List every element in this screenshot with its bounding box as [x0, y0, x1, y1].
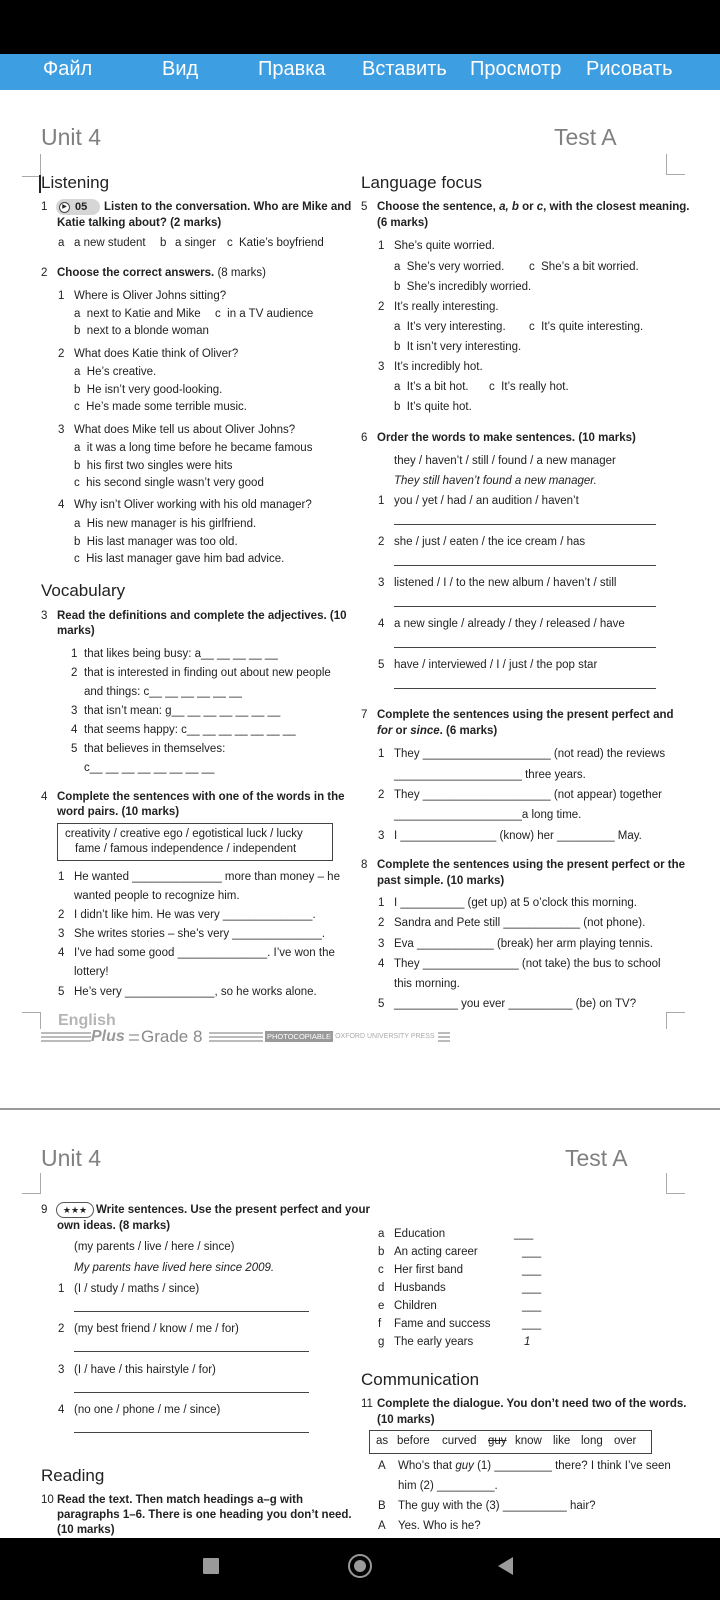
item-number: 2	[58, 909, 65, 921]
audio-badge[interactable]	[56, 199, 100, 215]
option-letter: b	[160, 237, 167, 249]
item-text: wanted people to recognize him.	[74, 890, 240, 902]
item-number: 5	[378, 998, 385, 1010]
option-text: It’s quite interesting.	[541, 321, 644, 333]
item-text: __________ you ever __________ (be) on TV?	[394, 998, 637, 1010]
item-text: He’s very ______________, so he works alone.	[74, 986, 317, 998]
item-number: 5	[378, 659, 385, 671]
crop-mark	[22, 1012, 41, 1029]
speaker-label: A	[378, 1520, 386, 1532]
item-number: 3	[378, 577, 385, 589]
question-text: , with the closest meaning.	[543, 201, 690, 213]
question-text: or	[518, 201, 537, 213]
heading-answer[interactable]: ___	[522, 1318, 542, 1330]
item-number: 3	[378, 830, 385, 842]
menu-review[interactable]: Просмотр	[470, 58, 562, 80]
item-number: 1	[58, 290, 65, 302]
question-text: c	[536, 201, 544, 213]
option-text: next to a blonde woman	[86, 325, 209, 337]
option-text: He isn’t very good-looking.	[86, 384, 223, 396]
word-option: know	[515, 1435, 542, 1447]
speaker-label: B	[378, 1500, 386, 1512]
item-question: It’s really interesting.	[394, 301, 499, 313]
item-text: listened / I / to the new album / haven’t / still	[394, 577, 617, 589]
example-answer: My parents have lived here since 2009.	[74, 1262, 275, 1274]
recent-apps-icon[interactable]	[203, 1558, 219, 1574]
item-number: 1	[378, 495, 385, 507]
item-text: that believes in themselves:	[84, 743, 226, 755]
item-text: and things: c__ __ __ __ __ __	[84, 686, 242, 698]
question-text: Write sentences. Use the present perfect and your	[96, 1204, 370, 1216]
heading-answer[interactable]: ___	[522, 1264, 542, 1276]
item-text: ____________________a long time.	[394, 809, 582, 821]
item-number: 1	[71, 648, 78, 660]
heading-answer[interactable]: 1	[524, 1336, 531, 1348]
option-text: in a TV audience	[227, 308, 314, 320]
item-number: 4	[378, 618, 385, 630]
word-option: before	[397, 1435, 430, 1447]
option-letter: c	[227, 237, 233, 249]
question-text: paragraphs 1–6. There is one heading you don’t need.	[57, 1509, 352, 1521]
section-title-communication: Communication	[361, 1370, 480, 1389]
item-number: 4	[58, 947, 65, 959]
item-number: 1	[378, 897, 385, 909]
option-text: a singer	[175, 237, 216, 249]
item-number: 1	[378, 240, 385, 252]
question-number: 6	[361, 432, 368, 444]
item-text: (no one / phone / me / since)	[74, 1404, 221, 1416]
crop-mark	[666, 154, 685, 175]
heading-text: The early years	[394, 1336, 474, 1348]
heading-answer[interactable]: ___	[522, 1282, 542, 1294]
option-text: Katie’s boyfriend	[239, 237, 324, 249]
item-text: a new single / already / they / released / have	[394, 618, 625, 630]
question-text: or	[392, 725, 411, 737]
option-text: His last manager was too old.	[86, 536, 238, 548]
question-number: 10	[41, 1494, 54, 1506]
question-text: Complete the dialogue. You don’t need two of the words.	[377, 1398, 687, 1410]
heading-text: Fame and success	[394, 1318, 491, 1330]
back-icon[interactable]	[498, 1557, 513, 1575]
brand-plus: Plus	[91, 1028, 125, 1045]
photocopiable-label: PHOTOCOPIABLE	[267, 1032, 332, 1041]
item-text: (I / study / maths / since)	[74, 1283, 200, 1295]
question-number: 7	[361, 709, 368, 721]
heading-letter: b	[378, 1246, 385, 1258]
heading-letter: a	[378, 1228, 385, 1240]
menu-insert[interactable]: Вставить	[362, 58, 447, 80]
item-text: c__ __ __ __ __ __ __ __	[84, 762, 215, 774]
heading-answer[interactable]: ___	[522, 1246, 542, 1258]
option-text: She’s a bit worried.	[541, 261, 639, 273]
answer-line[interactable]	[394, 606, 656, 607]
question-text: own ideas. (8 marks)	[57, 1220, 171, 1232]
item-number: 2	[58, 348, 65, 360]
item-text: ____________________ three years.	[394, 769, 586, 781]
item-question: She’s quite worried.	[394, 240, 495, 252]
question-text: Complete the sentences using the present perfect and	[377, 709, 674, 721]
item-number: 1	[378, 748, 385, 760]
option-letter: a	[58, 237, 65, 249]
question-text: . (6 marks)	[439, 725, 498, 737]
home-icon[interactable]	[348, 1554, 372, 1578]
answer-line[interactable]	[394, 524, 656, 525]
option-text: She’s incredibly worried.	[406, 281, 532, 293]
dialogue-text: The guy with the (3) __________ hair?	[398, 1500, 596, 1512]
crop-mark	[666, 1173, 685, 1194]
audio-track-number: 05	[75, 201, 88, 213]
word-option: long	[581, 1435, 603, 1447]
option-text: She’s very worried.	[406, 261, 505, 273]
heading-text: Her first band	[394, 1264, 464, 1276]
answer-line[interactable]	[74, 1351, 309, 1352]
item-number: 1	[58, 871, 65, 883]
heading-letter: f	[378, 1318, 382, 1330]
question-text: Read the text. Then match headings a–g with	[57, 1494, 304, 1506]
option-text: It isn’t very interesting.	[406, 341, 522, 353]
option-text: He’s creative.	[86, 366, 157, 378]
option-text: It’s really hot.	[501, 381, 569, 393]
document-page-2[interactable]	[0, 1110, 720, 1538]
item-text: that isn’t mean: g__ __ __ __ __ __ __	[84, 705, 281, 717]
item-text: They ____________________ (not appear) together	[394, 789, 662, 801]
option-text: His last manager gave him bad advice.	[86, 553, 285, 565]
menu-edit[interactable]: Правка	[258, 58, 326, 80]
item-question: It’s incredibly hot.	[394, 361, 483, 373]
difficulty-stars: ★★★	[56, 1202, 94, 1218]
word-option: like	[553, 1435, 571, 1447]
section-title-reading: Reading	[41, 1466, 105, 1485]
question-number: 5	[361, 201, 368, 213]
option-text: next to Katie and Mike	[86, 308, 201, 320]
item-number: 4	[58, 1404, 65, 1416]
heading-letter: g	[378, 1336, 385, 1348]
option-text: his first two singles were hits	[86, 460, 233, 472]
option-text: his second single wasn’t very good	[86, 477, 264, 489]
heading-text: An acting career	[394, 1246, 478, 1258]
menu-file[interactable]: Файл	[43, 58, 93, 80]
heading-answer[interactable]: ___	[514, 1228, 534, 1240]
speaker-label: A	[378, 1460, 386, 1472]
item-number: 5	[71, 743, 78, 755]
section-title-listening: Listening	[41, 173, 110, 192]
option-text: It’s quite hot.	[406, 401, 472, 413]
heading-letter: d	[378, 1282, 385, 1294]
word-option: as	[376, 1435, 389, 1447]
crop-mark	[22, 1173, 41, 1194]
question-text: (10 marks)	[377, 1414, 435, 1426]
item-text: I didn’t like him. He was very ______________.	[74, 909, 316, 921]
item-text: I _______________ (know) her _________ May.	[394, 830, 642, 842]
question-marks: (8 marks)	[217, 267, 266, 279]
item-text: Eva ____________ (break) her arm playing tennis.	[394, 938, 653, 950]
item-text: They ____________________ (not read) the reviews	[394, 748, 666, 760]
item-question: Why isn’t Oliver working with his old manager?	[74, 499, 312, 511]
question-text: (10 marks)	[57, 1524, 115, 1536]
item-number: 3	[378, 361, 385, 373]
answer-line[interactable]	[74, 1392, 309, 1393]
question-text: Read the definitions and complete the adjectives. (10	[57, 610, 347, 622]
question-text: Order the words to make sentences. (10 marks)	[377, 432, 636, 444]
item-number: 3	[58, 928, 65, 940]
item-text: I __________ (get up) at 5 o’clock this morning.	[394, 897, 637, 909]
item-number: 4	[71, 724, 78, 736]
item-number: 4	[58, 499, 65, 511]
heading-letter: e	[378, 1300, 385, 1312]
item-number: 2	[58, 1323, 65, 1335]
item-number: 2	[378, 536, 385, 548]
question-text: past simple. (10 marks)	[377, 875, 505, 887]
question-text: Listen to the conversation. Who are Mike and	[104, 201, 352, 213]
question-number: 9	[41, 1204, 48, 1216]
document-page-1[interactable]: Unit 4 Test A Listening 1 ▶ 05 Listen to the conversation. Who are Mike and Katie talking about? (2 marks) a a new student b a singer c Katie’s boyfriend 2 Choose the correct answers. (8 marks) 1 Where is Oliver Johns sitting? a next to Katie and Mike c in a TV audience b next to a blonde woman 2 What does Katie think of Oliver? a He’s creative. b He isn’t very good-looking. c He’s made some terrible music. 3 What does Mike tell us about Oliver Johns? a it was a long time before he became famous b his first two singles were hits c his second single wasn’t very good 4 Why isn’t Oliver working with his old manager? a His new manager is his girlfriend. b His last manager was too old. c His last manager gave him bad advice. Vocabulary 3 Read the definitions and complete the adjectives. (10 marks) 1 that likes being busy: a__ __ __ __ __ 2 that is interested in finding out about new people and things: c__ __ __ __ __ __ 3 that isn’t mean: g__ __ __ __ __ __ __ 4 that seems happy: c__ __ __ __ __ __ __ 5 that believes in themselves: c__ __ __ __ __ __ __ __ 4 Complete the sentences with one of the words in the word pairs. (10 marks) creativity / creative ego / egotistical luck / lucky fame / famous independence / independent 1 He wanted ______________ more than money – he wanted people to recognize him. 2 I didn’t like him. He was very ______________. 3 She writes stories – she’s very ______________. 4 I’ve had some good ______________. I’ve won the lottery! 5 He’s very ______________, so he works alone. Language focus 5 Choose the sentence, a, b or c, with the closest meaning. (6 marks) 1 She’s quite worried. a She’s very worried. c She’s a bit worried. b She’s incredibly worried. 2 It’s really interesting. a It’s very interesting. c It’s quite interesting. b It isn’t very interesting. 3 It’s incredibly hot. a It’s a bit hot. c It’s really hot. b It’s quite hot. 6 Order the words to make sentences. (10 marks) they / haven’t / still / found / a new manager They still haven’t found a new manager. 1 you / yet / had / an audition / haven’t 2 she / just / eaten / the ice cream / has 3 listened / I / to the new album / haven’t / still 4 a new single / already / they / released / have 5 have / interviewed / I / just / the pop star 7 Complete the sentences using the present perfect and for or since. (6 marks) 1 They ____________________ (not read) the reviews ____________________ three years. 2 They ____________________ (not appear) together ____________________a long time. 3 I _______________ (know) her _________ May. 8 Complete the sentences using the present perfect or the past simple. (10 marks) 1 I __________ (get up) at 5 o’clock this morning. 2 Sandra and Pete still ____________ (not phone). 3 Eva ____________ (break) her arm playing tennis. 4 They _______________ (not take) the bus to school this morning. 5 __________ you ever __________ (be) on TV? English Plus Grade 8 PHOTOCOPIABLE © OXFORD UNIVERSITY PRESS	[0, 90, 720, 1108]
menu-view[interactable]: Вид	[162, 58, 199, 80]
heading-text: Children	[394, 1300, 437, 1312]
crop-mark	[666, 1012, 685, 1029]
answer-line[interactable]	[394, 565, 656, 566]
question-number: 11	[361, 1398, 373, 1410]
option-text: It’s very interesting.	[406, 321, 506, 333]
word-option: curved	[442, 1435, 477, 1447]
item-number: 2	[378, 917, 385, 929]
dialogue-text: Who’s that	[398, 1460, 456, 1472]
item-text: (my best friend / know / me / for)	[74, 1323, 239, 1335]
item-text: that likes being busy: a__ __ __ __ __	[84, 648, 278, 660]
question-number: 2	[41, 267, 48, 279]
item-text: have / interviewed / I / just / the pop star	[394, 659, 598, 671]
word-box-line: fame / famous independence / independent	[75, 843, 297, 855]
option-text: His new manager is his girlfriend.	[86, 518, 257, 530]
item-number: 1	[58, 1283, 65, 1295]
word-option: over	[614, 1435, 637, 1447]
system-navigation-bar	[0, 1538, 720, 1600]
example-answer: They still haven’t found a new manager.	[394, 475, 597, 487]
dialogue-text: Yes. Who is he?	[398, 1520, 481, 1532]
question-text: Choose the correct answers.	[57, 267, 215, 279]
menu-draw[interactable]: Рисовать	[586, 58, 673, 80]
question-text: since	[410, 725, 440, 737]
brand-grade: Grade 8	[141, 1027, 203, 1046]
audio-icon: ▶	[59, 202, 70, 213]
brand-english: English	[58, 1012, 116, 1029]
question-number: 8	[361, 859, 368, 871]
option-text: it was a long time before he became famous	[86, 442, 313, 454]
item-text: She writes stories – she’s very ______________.	[74, 928, 326, 940]
option-text: It’s a bit hot.	[406, 381, 469, 393]
answer-line[interactable]	[74, 1432, 309, 1433]
answer-line[interactable]	[74, 1311, 309, 1312]
unit-heading: Unit 4	[41, 124, 102, 150]
test-heading: Test A	[565, 1145, 628, 1171]
item-question: What does Katie think of Oliver?	[74, 348, 239, 360]
oxford-copyright: © OXFORD UNIVERSITY PRESS	[328, 1033, 435, 1040]
test-heading: Test A	[554, 124, 617, 150]
question-text: Complete the sentences using the present perfect or the	[377, 859, 686, 871]
question-text: Katie talking about? (2 marks)	[57, 217, 222, 229]
item-number: 3	[58, 424, 65, 436]
question-text: word pairs. (10 marks)	[57, 806, 180, 818]
word-option-used: guy	[488, 1435, 507, 1447]
item-text: lottery!	[74, 966, 109, 978]
menu-bar	[0, 54, 720, 90]
example-text: (my parents / live / here / since)	[74, 1241, 235, 1253]
item-number: 4	[378, 958, 385, 970]
item-text: this morning.	[394, 978, 460, 990]
heading-answer[interactable]: ___	[522, 1300, 542, 1312]
answer-line[interactable]	[394, 688, 656, 689]
item-text: Sandra and Pete still ____________ (not phone).	[394, 917, 646, 929]
question-text: Complete the sentences with one of the words in the	[57, 791, 345, 803]
item-number: 2	[378, 301, 385, 313]
status-bar	[0, 0, 720, 54]
heading-text: Education	[394, 1228, 446, 1240]
heading-letter: c	[378, 1264, 384, 1276]
word-box-line: creativity / creative ego / egotistical luck / lucky	[65, 828, 303, 840]
item-number: 3	[378, 938, 385, 950]
heading-text: Husbands	[394, 1282, 446, 1294]
dialogue-text: (1) _________ there? I think I’ve seen	[473, 1460, 671, 1472]
item-text: that is interested in finding out about new people	[84, 667, 331, 679]
item-text: that seems happy: c__ __ __ __ __ __ __	[84, 724, 296, 736]
unit-heading: Unit 4	[41, 1145, 102, 1171]
item-number: 5	[58, 986, 65, 998]
question-text: marks)	[57, 625, 95, 637]
item-text: They _______________ (not take) the bus to school	[394, 958, 661, 970]
item-text: she / just / eaten / the ice cream / has	[394, 536, 586, 548]
item-question: What does Mike tell us about Oliver Johns?	[74, 424, 296, 436]
crop-mark	[22, 154, 41, 177]
section-title-language-focus: Language focus	[361, 173, 482, 192]
option-text: He’s made some terrible music.	[86, 401, 247, 413]
dialogue-text: him (2) _________.	[398, 1480, 498, 1492]
item-number: 2	[71, 667, 78, 679]
question-number: 1	[41, 201, 48, 213]
item-text: I’ve had some good ______________. I’ve won the	[74, 947, 335, 959]
item-number: 3	[71, 705, 78, 717]
section-title-vocabulary: Vocabulary	[41, 581, 126, 600]
item-question: Where is Oliver Johns sitting?	[74, 290, 227, 302]
item-text: (I / have / this hairstyle / for)	[74, 1364, 216, 1376]
item-text: you / yet / had / an audition / haven’t	[394, 495, 579, 507]
item-text: He wanted ______________ more than money – he	[74, 871, 340, 883]
answer-line[interactable]	[394, 647, 656, 648]
item-number: 2	[378, 789, 385, 801]
question-number: 4	[41, 791, 48, 803]
dialogue-text: guy	[455, 1460, 474, 1472]
question-text: a, b	[499, 201, 519, 213]
publisher-footer	[41, 1010, 461, 1050]
question-number: 3	[41, 610, 48, 622]
option-text: a new student	[74, 237, 146, 249]
question-text: (6 marks)	[377, 217, 429, 229]
question-text: for	[377, 725, 393, 737]
example-text: they / haven’t / still / found / a new manager	[394, 455, 616, 467]
question-text: Choose the sentence,	[377, 201, 500, 213]
item-number: 3	[58, 1364, 65, 1376]
